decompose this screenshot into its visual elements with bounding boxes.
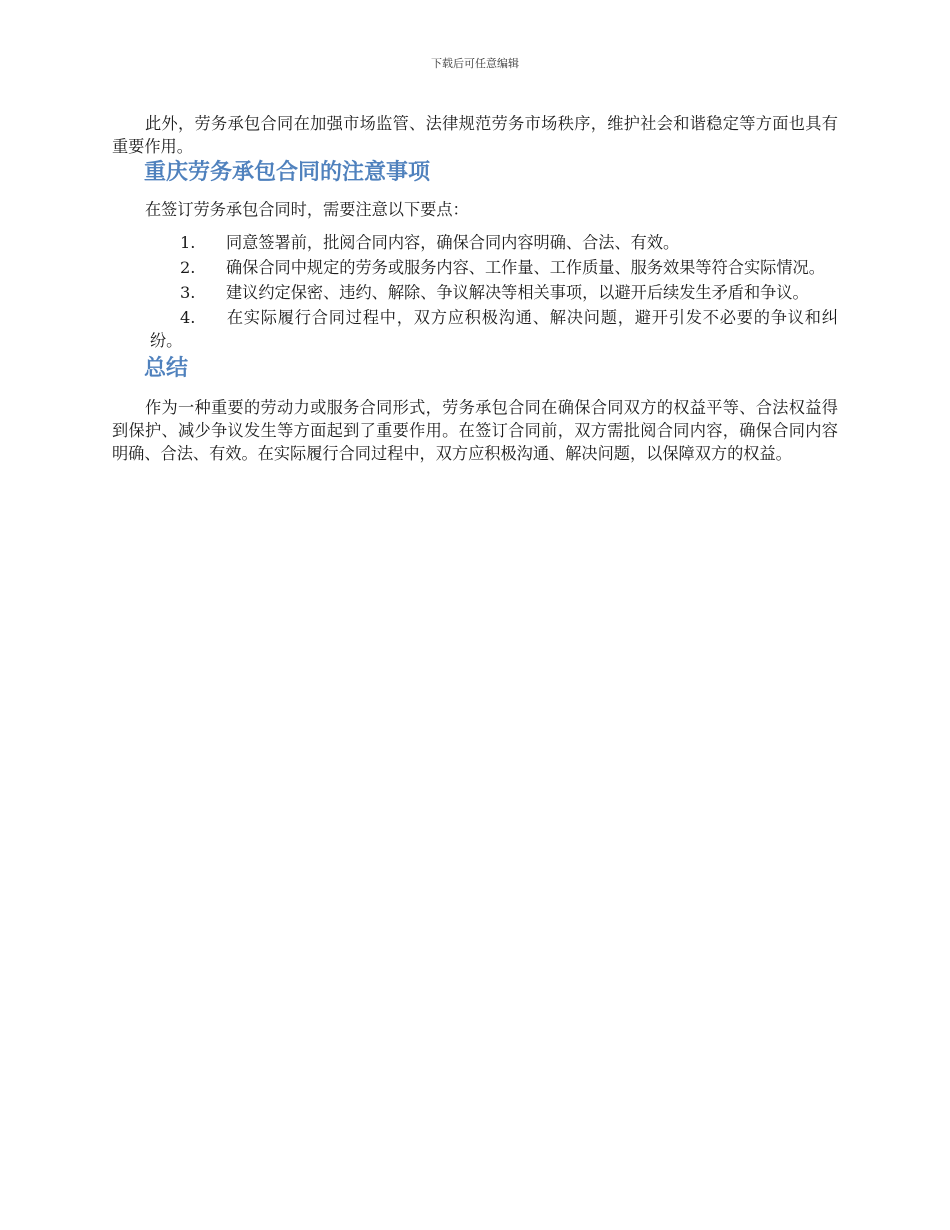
section-title-notes: 重庆劳务承包合同的注意事项 <box>144 160 431 185</box>
list-item-number: 3. <box>180 283 196 302</box>
list-item <box>150 306 838 352</box>
list-item <box>150 231 838 254</box>
section-title-summary: 总结 <box>144 356 189 381</box>
list-item <box>150 281 838 304</box>
list-item-text: 同意签署前，批阅合同内容，确保合同内容明确、合法、有效。 <box>226 233 680 252</box>
list-item-number: 2. <box>180 258 196 277</box>
notes-lead: 在签订劳务承包合同时，需要注意以下要点： <box>145 200 469 219</box>
list-item-number: 4. <box>180 308 196 327</box>
list-item-text: 在实际履行合同过程中，双方应积极沟通、解决问题，避开引发不必要的争议和纠纷。 <box>150 308 838 350</box>
list-item-number: 1. <box>180 233 196 252</box>
summary-paragraph: 作为一种重要的劳动力或服务合同形式，劳务承包合同在确保合同双方的权益平等、合法权益得到保护、减少争议发生等方面起到了重要作用。在签订合同前，双方需批阅合同内容，确保合同内容明确、合法、有效。在实际履行合同过程中，双方应积极沟通、解决问题，以保障双方的权益。 <box>112 398 838 463</box>
header-note: 下载后可任意编辑 <box>431 57 519 70</box>
list-item-text: 建议约定保密、违约、解除、争议解决等相关事项，以避开后续发生矛盾和争议。 <box>226 283 809 302</box>
intro-paragraph: 此外，劳务承包合同在加强市场监管、法律规范劳务市场秩序，维护社会和谐稳定等方面也具有重要作用。 <box>112 114 838 156</box>
notes-list <box>112 231 838 352</box>
document-body <box>112 112 838 465</box>
list-item <box>150 256 838 279</box>
list-item-text: 确保合同中规定的劳务或服务内容、工作量、工作质量、服务效果等符合实际情况。 <box>226 258 825 277</box>
